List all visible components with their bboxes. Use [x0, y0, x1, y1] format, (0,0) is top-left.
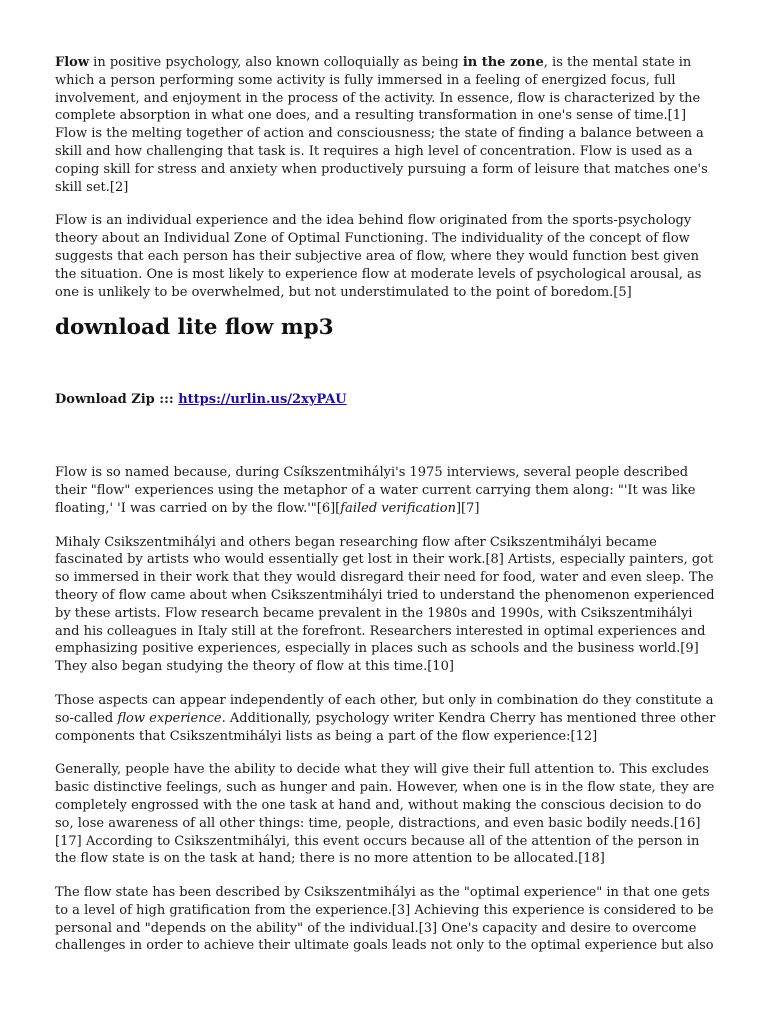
intro-text-1: in positive psychology, also known colloquially as being: [89, 55, 463, 70]
article: [55, 54, 719, 988]
intro-paragraph-2: Flow is an individual experience and the idea behind flow originated from the sports-psychology theory about an Individual Zone of Optimal Functioning. The individuality of the concept of flow suggests that each person has their subjective area of flow, where they would function best given the situation. One is most likely to experience flow at moderate levels of psychological arousal, as one is unlikely to be overwhelmed, but not understimulated to the point of boredom.[5]: [55, 213, 702, 300]
body-p3-text-1: Those aspects can appear independently of each other, but only in combination do they constitute a so-called: [55, 692, 714, 726]
failed-verification-note: failed verification: [340, 500, 456, 516]
download-link[interactable]: https://urlin.us/2xyPAU: [178, 392, 347, 408]
intro-text-2: , is the mental state in which a person performing some activity is fully immersed in a feeling of energized focus, full involvement, and enjoyment in the process of the activity. In essence, flow is characterized by the complete absorption in what one does, and a resulting transformation in one's sense of time.[1] Flow is the melting together of action and consciousness; the state of finding a balance between a skill and how challenging that task is. It requires a high level of concentration. Flow is used as a coping skill for stress and anxiety when productively pursuing a form of leisure that matches one's skill set.[2]: [55, 55, 708, 195]
download-label: Download Zip :::: [55, 392, 179, 408]
body-paragraph-3: [55, 692, 719, 745]
body-p3-text-2: . Additionally, psychology writer Kendra Cherry has mentioned three other components that Csikszentmihályi lists as being a part of the flow experience:[12]: [55, 710, 716, 744]
body-p1-text-2: ][7]: [455, 500, 480, 516]
page-title: download lite flow mp3: [55, 315, 334, 341]
body-p1-text-1: Flow is so named because, during Csíkszentmihályi's 1975 interviews, several people described their "flow" experiences using the metaphor of a water current carrying them along: "'It was like floating,' 'I was carried on by the flow.'"[6][: [55, 465, 696, 516]
body-paragraph-1: [55, 464, 719, 517]
intro-paragraph-1: [55, 54, 719, 196]
term-flow: Flow: [55, 55, 90, 70]
body-paragraph-5: The flow state has been described by Csikszentmihályi as the "optimal experience" in that one gets to a level of high gratification from the experience.[3] Achieving this experience is considered to be personal and "depends on the ability" of the individual.[3] One's capacity and desire to overcome challenges in order to achieve their ultimate goals leads not only to the optimal experience but also: [55, 885, 714, 954]
body-section: [55, 464, 719, 972]
body-paragraph-4: Generally, people have the ability to decide what they will give their full attention to. This excludes basic distinctive feelings, such as hunger and pain. However, when one is in the flow state, they are completely engrossed with the one task at hand and, without making the conscious decision to do so, lose awareness of all other things: time, people, distractions, and even basic bodily needs.[16][17] According to Csikszentmihályi, this event occurs because all of the attention of the person in the flow state is on the task at hand; there is no more attention to be allocated.[18]: [55, 762, 715, 867]
term-in-the-zone: in the zone: [462, 55, 544, 70]
flow-experience-term: flow experience: [117, 710, 222, 726]
body-paragraph-2: Mihaly Csikszentmihályi and others began researching flow after Csikszentmihályi became fascinated by artists who would essentially get lost in their work.[8] Artists, especially painters, got so immersed in their work that they would disregard their need for food, water and even sleep. The theory of flow came about when Csikszentmihályi tried to understand the phenomenon experienced by these artists. Flow research became prevalent in the 1980s and 1990s, with Csikszentmihályi and his colleagues in Italy still at the forefront. Researchers interested in optimal experiences and emphasizing positive experiences, especially in places such as schools and the business world.[9] They also began studying the theory of flow at this time.[10]: [55, 534, 715, 675]
download-line: [55, 391, 719, 409]
